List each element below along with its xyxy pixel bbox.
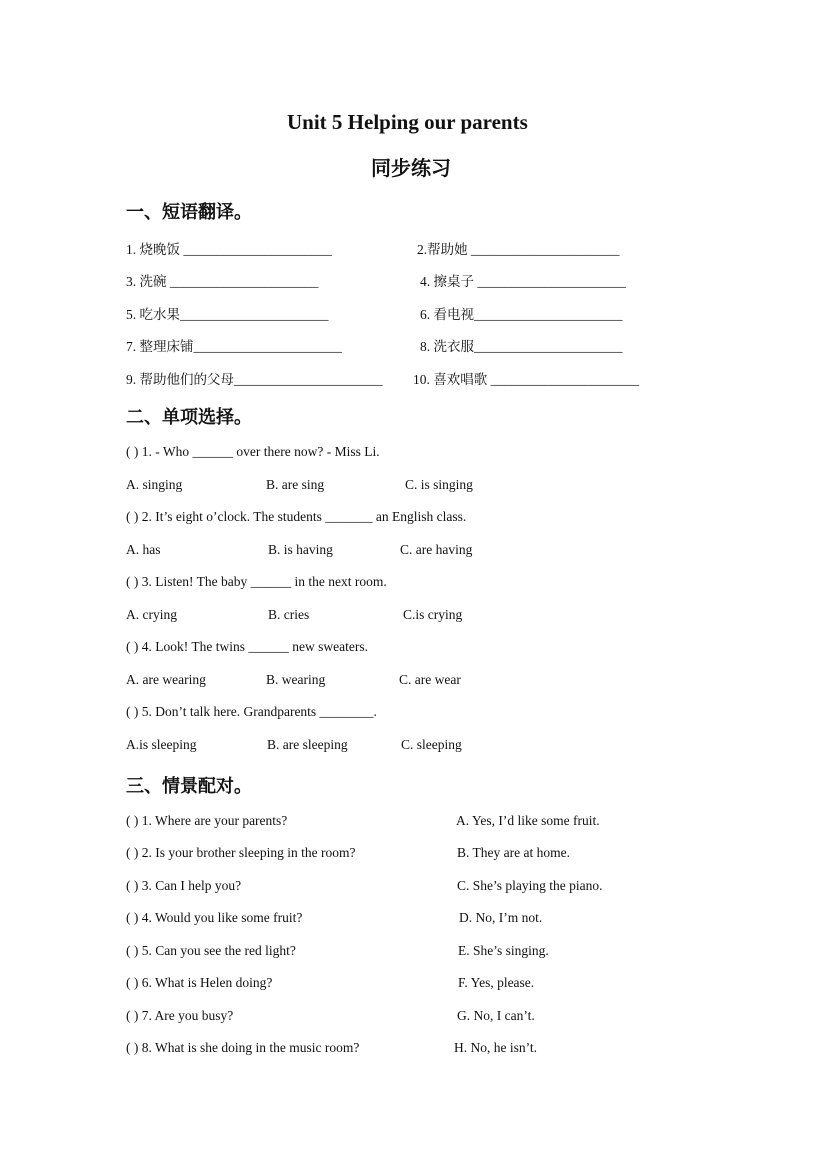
item-text: 喜欢唱歌 ______________________ <box>433 372 640 387</box>
choice-question: ( ) 5. Don’t talk here. Grandparents ________. <box>126 704 377 719</box>
matching-question: ( ) 2. Is your brother sleeping in the room? <box>126 845 356 860</box>
item-text: 擦桌子 ______________________ <box>433 274 626 289</box>
choice-question: ( ) 4. Look! The twins ______ new sweaters. <box>126 639 368 654</box>
matching-question: ( ) 8. What is she doing in the music room? <box>126 1040 360 1055</box>
matching-answer: C. She’s playing the piano. <box>457 878 603 893</box>
matching-answer: B. They are at home. <box>457 845 570 860</box>
item-text: 洗衣服______________________ <box>433 339 623 354</box>
choice-option-c: C.is crying <box>403 607 463 622</box>
translation-item <box>126 270 318 290</box>
item-number: 2. <box>417 242 428 257</box>
item-text: 帮助他们的父母______________________ <box>139 372 383 387</box>
choice-option-b: B. wearing <box>266 672 326 687</box>
translation-item <box>126 335 342 355</box>
section-heading-choice: 二、单项选择。 <box>126 407 252 428</box>
choice-question: ( ) 1. - Who ______ over there now? - Miss Li. <box>126 444 380 459</box>
item-text: 烧晚饭 ______________________ <box>139 242 332 257</box>
matching-answer: F. Yes, please. <box>458 975 535 990</box>
matching-question: ( ) 6. What is Helen doing? <box>126 975 273 990</box>
matching-question: ( ) 5. Can you see the red light? <box>126 943 296 958</box>
choice-option-b: B. is having <box>268 542 333 557</box>
item-text: 洗碗 ______________________ <box>139 274 319 289</box>
item-number: 6. <box>420 307 431 322</box>
matching-question: ( ) 7. Are you busy? <box>126 1008 234 1023</box>
translation-item <box>420 303 623 323</box>
matching-question: ( ) 1. Where are your parents? <box>126 813 288 828</box>
translation-item <box>126 303 329 323</box>
item-number: 7. <box>126 339 137 354</box>
choice-option-a: A. singing <box>126 477 183 492</box>
translation-item <box>420 335 623 355</box>
page-subtitle: 同步练习 <box>371 158 451 180</box>
item-number: 5. <box>126 307 137 322</box>
translation-item <box>417 238 620 258</box>
item-text: 整理床铺______________________ <box>139 339 342 354</box>
choice-option-a: A. has <box>126 542 161 557</box>
choice-option-c: C. sleeping <box>401 737 462 752</box>
choice-option-c: C. are having <box>400 542 473 557</box>
choice-option-b: B. cries <box>268 607 310 622</box>
section-heading-matching: 三、情景配对。 <box>126 776 252 797</box>
item-number: 9. <box>126 372 137 387</box>
choice-option-a: A. crying <box>126 607 177 622</box>
choice-option-b: B. are sleeping <box>267 737 348 752</box>
translation-item <box>420 270 626 290</box>
choice-option-a: A. are wearing <box>126 672 206 687</box>
section-heading-translation: 一、短语翻译。 <box>126 202 252 223</box>
choice-option-c: C. are wear <box>399 672 461 687</box>
matching-answer: H. No, he isn’t. <box>454 1040 537 1055</box>
item-number: 3. <box>126 274 137 289</box>
item-number: 8. <box>420 339 431 354</box>
translation-item <box>126 238 332 258</box>
matching-answer: D. No, I’m not. <box>459 910 543 925</box>
translation-item <box>126 368 383 388</box>
item-number: 4. <box>420 274 431 289</box>
page-title: Unit 5 Helping our parents <box>287 110 528 134</box>
translation-item <box>413 368 639 388</box>
item-number: 1. <box>126 242 137 257</box>
choice-question: ( ) 3. Listen! The baby ______ in the next room. <box>126 574 387 589</box>
matching-answer: E. She’s singing. <box>458 943 549 958</box>
item-text: 吃水果______________________ <box>139 307 329 322</box>
choice-option-b: B. are sing <box>266 477 325 492</box>
item-number: 10. <box>413 372 430 387</box>
matching-answer: G. No, I can’t. <box>457 1008 535 1023</box>
matching-question: ( ) 3. Can I help you? <box>126 878 242 893</box>
item-text: 看电视______________________ <box>433 307 623 322</box>
item-text: 帮助她 ______________________ <box>427 242 620 257</box>
choice-option-a: A.is sleeping <box>126 737 197 752</box>
choice-option-c: C. is singing <box>405 477 473 492</box>
choice-question: ( ) 2. It’s eight o’clock. The students _______ an English class. <box>126 509 467 524</box>
matching-answer: A. Yes, I’d like some fruit. <box>456 813 600 828</box>
matching-question: ( ) 4. Would you like some fruit? <box>126 910 303 925</box>
